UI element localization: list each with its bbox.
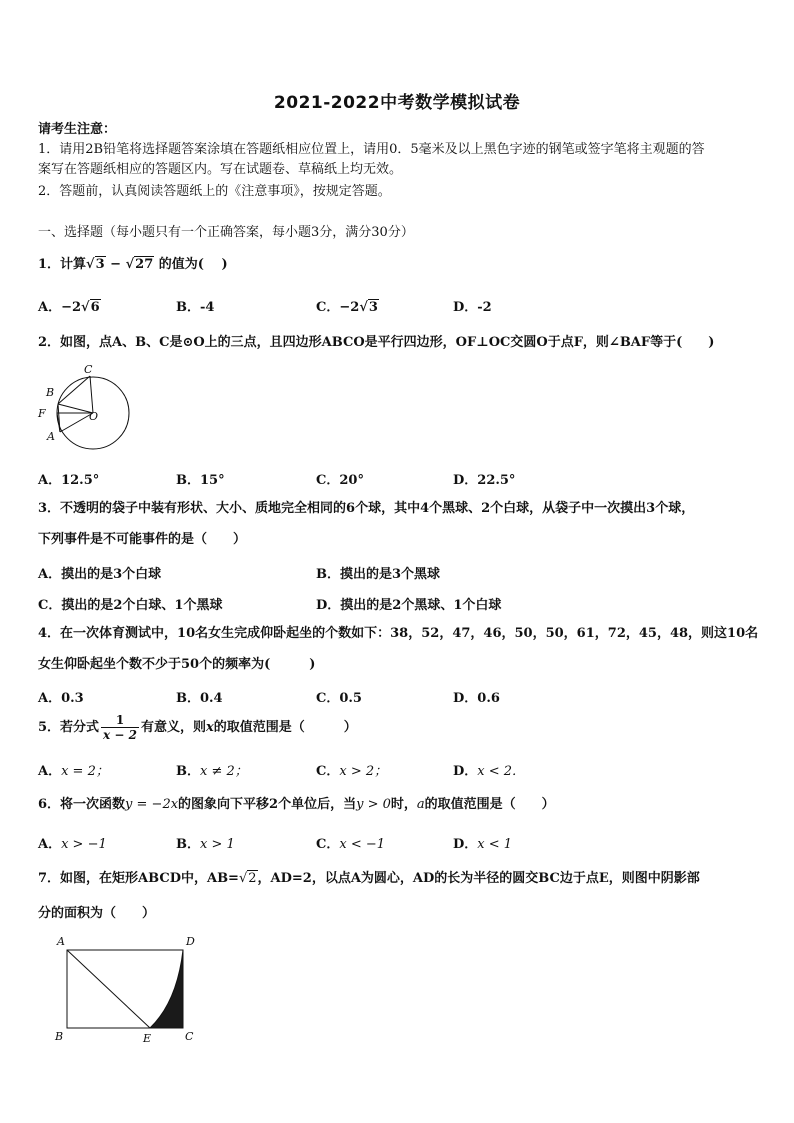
- q5-mid: 有意义，则: [140, 720, 206, 735]
- notice-line-2: 案写在答题纸相应的答题区内。写在试题卷、草稿纸上均无效。: [38, 162, 403, 177]
- q1-suffix: 的值为( ): [158, 257, 228, 272]
- section-heading: 一、选择题（每小题只有一个正确答案，每小题3分，满分30分）: [38, 225, 414, 240]
- q1-option-b[interactable]: B．-4: [176, 300, 215, 315]
- question-5: [38, 712, 357, 744]
- q6-option-d[interactable]: D．x < 1: [453, 837, 513, 852]
- q1-option-a[interactable]: A．−2√6: [38, 300, 100, 315]
- notice-line-3: 2．答题前，认真阅读答题纸上的《注意事项》，按规定答题。: [38, 184, 391, 199]
- question-1: [38, 256, 228, 274]
- question-6: [38, 796, 555, 814]
- label-d: D: [186, 935, 195, 948]
- sqrt-27: √27: [125, 257, 154, 272]
- q6-option-c[interactable]: C．x < −1: [316, 837, 386, 852]
- label-c: C: [84, 363, 93, 376]
- q3-option-b[interactable]: B．摸出的是3个黑球: [316, 567, 441, 582]
- q1-option-c[interactable]: C．−2√3: [316, 300, 378, 315]
- q3-option-d[interactable]: D．摸出的是2个黑球、1个白球: [316, 598, 502, 613]
- label-e: E: [143, 1032, 152, 1045]
- q4-option-d[interactable]: D．0.6: [453, 691, 500, 706]
- q6-var: a: [416, 797, 425, 812]
- q2-option-d[interactable]: D．22.5°: [453, 473, 516, 488]
- q5-fraction: $\frac{1}{x - 2}$: [103, 713, 137, 742]
- page-title: 2021-2022中考数学模拟试卷: [273, 93, 521, 113]
- q1-option-d[interactable]: D．-2: [453, 300, 492, 315]
- q6-prefix: 6．将一次函数: [38, 797, 126, 812]
- question-3-line-1: 3．不透明的袋子中装有形状、大小、质地完全相同的6个球，其中4个黑球、2个白球，从袋子中一次摸出3个球，: [38, 501, 695, 516]
- q1-minus: −: [110, 257, 122, 272]
- q7-suffix: ，AD=2，以点A为圆心，AD的长为半径的圆交BC边于点E，则图中阴影部: [257, 871, 700, 886]
- label-b: B: [46, 386, 55, 399]
- q2-option-b[interactable]: B．15°: [176, 473, 225, 488]
- label-f: F: [38, 407, 46, 420]
- q6-mid2: 时，: [390, 797, 417, 812]
- q3-option-a[interactable]: A．摸出的是3个白球: [38, 567, 162, 582]
- q5-prefix: 5．若分式: [38, 720, 100, 735]
- q5-var: x: [205, 720, 214, 735]
- q6-option-b[interactable]: B．x > 1: [176, 837, 235, 852]
- q6-condition: y > 0: [356, 797, 391, 812]
- notice-line-1: 1．请用2B铅笔将选择题答案涂填在答题纸相应位置上，请用0．5毫米及以上黑色字迹的钢笔或签字笔将主观题的答: [38, 142, 705, 157]
- q2-option-c[interactable]: C．20°: [316, 473, 364, 488]
- question-3-line-2: 下列事件是不可能事件的是（ ）: [38, 532, 247, 547]
- q5-option-c[interactable]: C．x > 2；: [316, 764, 388, 779]
- sqrt-2: √2: [238, 871, 257, 886]
- label-a: A: [57, 935, 65, 948]
- q5-option-b[interactable]: B．x ≠ 2；: [176, 764, 248, 779]
- q7-rectangle-figure: [52, 932, 207, 1047]
- q4-option-b[interactable]: B．0.4: [176, 691, 223, 706]
- q2-circle-figure: [34, 362, 134, 452]
- question-4-line-2: 女生仰卧起坐个数不少于50个的频率为( ): [38, 657, 316, 672]
- label-o: O: [89, 410, 99, 423]
- q6-option-a[interactable]: A．x > −1: [38, 837, 107, 852]
- q6-mid: 的图象向下平移2个单位后，当: [178, 797, 357, 812]
- q4-option-c[interactable]: C．0.5: [316, 691, 362, 706]
- q2-option-a[interactable]: A．12.5°: [38, 473, 100, 488]
- question-2: 2．如图，点A、B、C是⊙O上的三点，且四边形ABCO是平行四边形，OF⊥OC交圆O于点F，则∠BAF等于( ): [38, 335, 715, 350]
- label-b: B: [55, 1030, 64, 1043]
- q6-function: y = −2x: [125, 797, 179, 812]
- question-4-line-1: 4．在一次体育测试中，10名女生完成仰卧起坐的个数如下：38，52，47，46，50，50，61，72，45，48，则这10名: [38, 626, 759, 641]
- q6-suffix: 的取值范围是（ ）: [424, 797, 555, 812]
- q5-option-a[interactable]: A．x = 2；: [38, 764, 109, 779]
- shaded-region: [150, 950, 183, 1028]
- notice-heading: 请考生注意：: [38, 122, 117, 137]
- q1-prefix: 1．计算: [38, 257, 87, 272]
- q4-option-a[interactable]: A．0.3: [38, 691, 84, 706]
- q5-suffix: 的取值范围是（ ）: [213, 720, 357, 735]
- sqrt-3: √3: [86, 257, 105, 272]
- label-c: C: [185, 1030, 194, 1043]
- question-7-line-1: [38, 870, 700, 888]
- q5-option-d[interactable]: D．x < 2．: [453, 764, 526, 779]
- q3-option-c[interactable]: C．摸出的是2个白球、1个黑球: [38, 598, 223, 613]
- label-a: A: [47, 430, 55, 443]
- q7-prefix: 7．如图，在矩形ABCD中，AB=: [38, 871, 239, 886]
- question-7-line-2: 分的面积为（ ）: [38, 906, 156, 921]
